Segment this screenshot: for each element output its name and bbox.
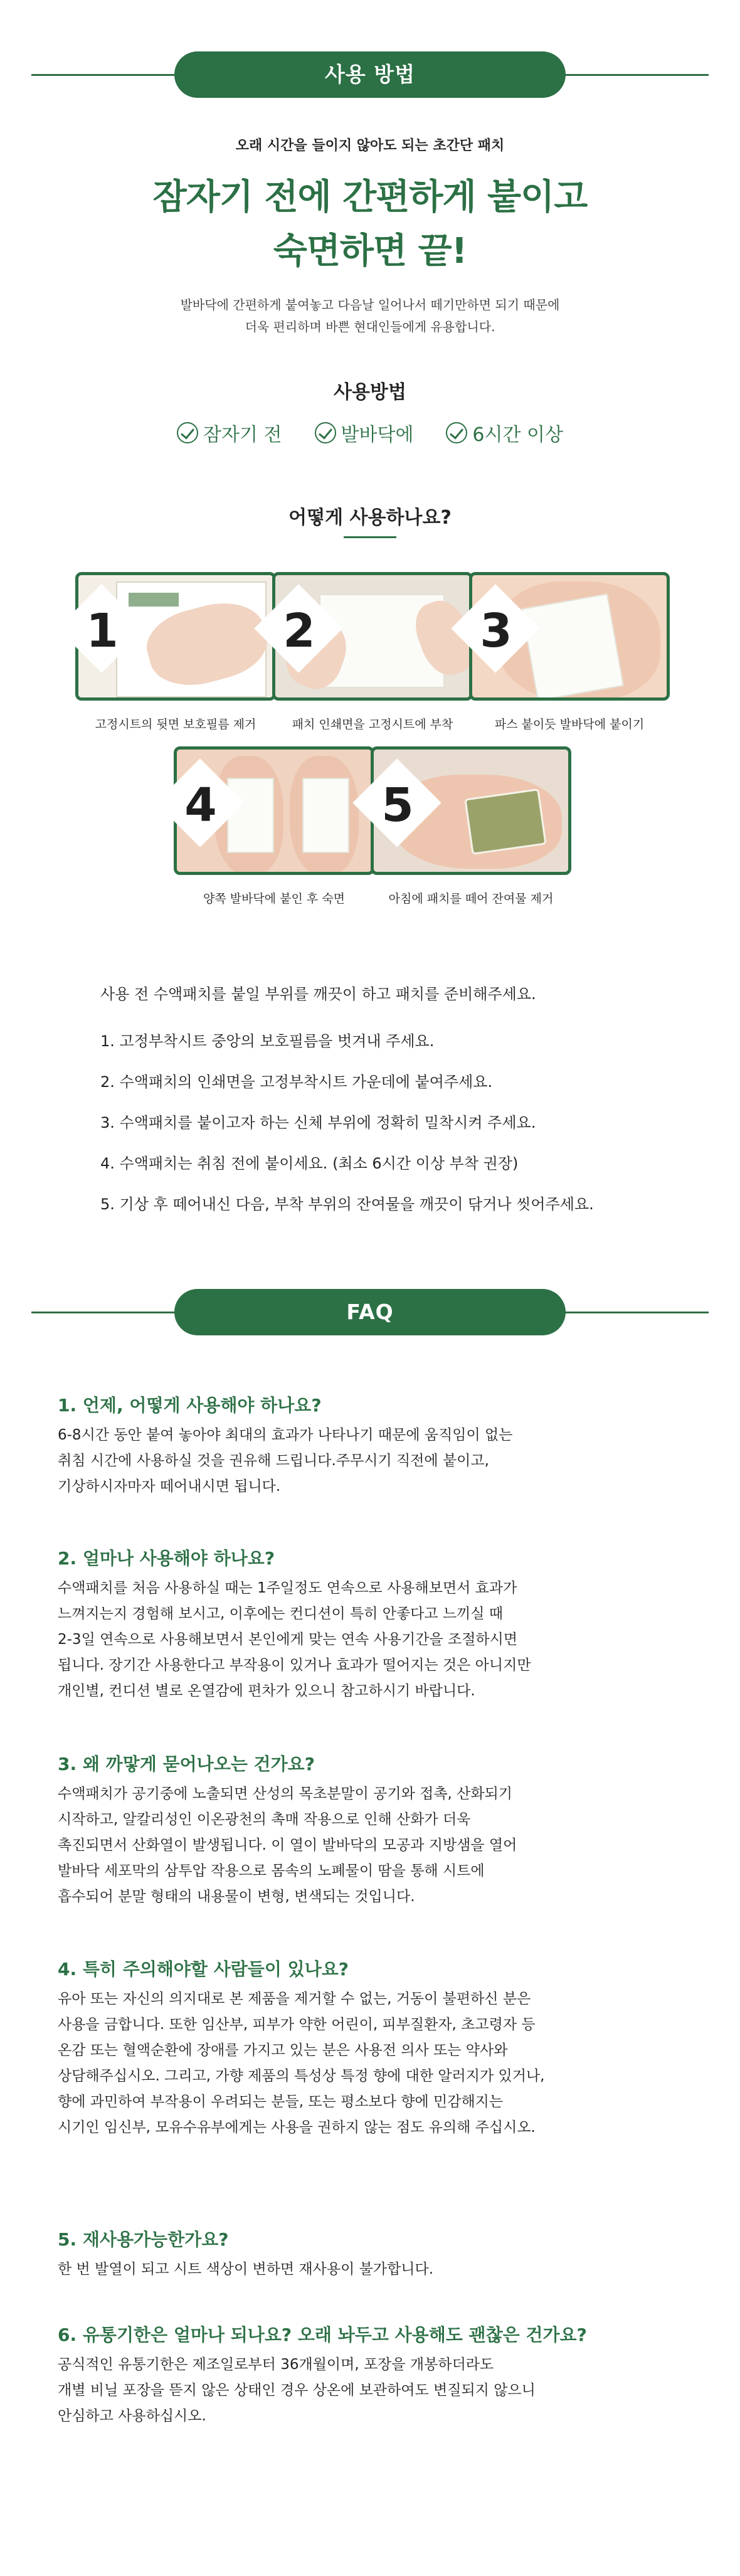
check-circle-icon xyxy=(315,422,336,443)
method-tag xyxy=(315,419,414,447)
step-caption-5: 아침에 패치를 떼어 잔여물 제거 xyxy=(388,892,554,906)
step-number-1: 1 xyxy=(86,604,119,658)
step-number-5: 5 xyxy=(381,778,414,832)
method-tag-label: 6시간 이상 xyxy=(472,424,563,446)
step-caption-1: 고정시트의 뒷면 보호필름 제거 xyxy=(95,718,256,731)
method-tag xyxy=(446,419,563,447)
faq-answer-line: 온감 또는 혈액순환에 장애를 가지고 있는 분은 사용전 의사 또는 약사와 xyxy=(58,2042,508,2059)
instruction-item: 5. 기상 후 떼어내신 다음, 부착 부위의 잔여물을 깨끗이 닦거나 씻어주세요. xyxy=(100,1195,594,1213)
method-tag xyxy=(177,419,282,447)
step-caption-2: 패치 인쇄면을 고정시트에 부착 xyxy=(292,718,453,731)
faq-header-pill: FAQ xyxy=(174,1289,566,1335)
faq-item-4 xyxy=(58,1955,685,2141)
step-caption-4: 양쪽 발바닥에 붙인 후 숙면 xyxy=(203,892,346,906)
faq-item-2 xyxy=(58,1544,685,1704)
intro-desc-line2: 더욱 편리하며 바쁜 현대인들에게 유용합니다. xyxy=(245,319,495,334)
check-circle-icon xyxy=(177,422,198,443)
method-tag-label: 발바닥에 xyxy=(341,424,414,446)
faq-answer-line: 유아 또는 자신의 의지대로 본 제품을 제거할 수 없는, 거동이 불편하신 분은 xyxy=(58,1991,531,2007)
faq-answer-line: 수액패치를 처음 사용하실 때는 1주일정도 연속으로 사용해보면서 효과가 xyxy=(58,1580,517,1596)
step-card-5 xyxy=(371,746,578,909)
intro-headline-line1: 잠자기 전에 간편하게 붙이고 xyxy=(152,177,588,218)
faq-answer-line: 개별 비닐 포장을 뜯지 않은 상태인 경우 상온에 보관하여도 변질되지 않으니 xyxy=(58,2382,536,2398)
faq-question: 1. 언제, 어떻게 사용해야 하나요? xyxy=(58,1395,322,1416)
faq-answer-line: 됩니다. 장기간 사용한다고 부작용이 있거나 효과가 떨어지는 것은 아니지만 xyxy=(58,1657,531,1673)
header-line-left xyxy=(31,74,182,76)
faq-item-5 xyxy=(58,2225,685,2282)
intro-desc-line1: 발바닥에 간편하게 붙여놓고 다음날 일어나서 떼기만하면 되기 때문에 xyxy=(180,297,560,312)
step-card-2 xyxy=(272,572,479,735)
intro-subtitle: 오래 시간을 들이지 않아도 되는 초간단 패치 xyxy=(235,138,505,154)
faq-answer-line: 향에 과민하여 부작용이 우려되는 분들, 또는 평소보다 향에 민감해지는 xyxy=(58,2094,504,2110)
faq-answer-line: 공식적인 유통기한은 제조일로부터 36개월이며, 포장을 개봉하더라도 xyxy=(58,2356,494,2373)
header-line-left xyxy=(31,1312,182,1313)
faq-question: 2. 얼마나 사용해야 하나요? xyxy=(58,1548,275,1569)
faq-question: 4. 특히 주의해야할 사람들이 있나요? xyxy=(58,1959,349,1980)
faq-answer-line: 사용을 금합니다. 또한 임산부, 피부가 약한 어린이, 피부질환자, 초고령자 등 xyxy=(58,2017,536,2033)
faq-answer-line: 기상하시자마자 떼어내시면 됩니다. xyxy=(58,1478,281,1495)
step-card-4 xyxy=(174,746,381,909)
method-tags xyxy=(0,419,740,447)
faq-question: 5. 재사용가능한가요? xyxy=(58,2229,229,2250)
faq-item-3 xyxy=(58,1750,685,1910)
instruction-item: 3. 수액패치를 붙이고자 하는 신체 부위에 정확히 밀착시켜 주세요. xyxy=(100,1114,536,1132)
faq-answer-line: 흡수되어 분말 형태의 내용물이 변형, 변색되는 것입니다. xyxy=(58,1889,415,1905)
step-card-1 xyxy=(75,572,282,735)
faq-answer-line: 6-8시간 동안 붙여 놓아야 최대의 효과가 나타나기 때문에 움직임이 없는 xyxy=(58,1427,513,1443)
usage-section-header xyxy=(0,51,740,98)
step-caption-3: 파스 붙이듯 발바닥에 붙이기 xyxy=(494,718,645,731)
howto-divider xyxy=(344,536,396,538)
step-number-4: 4 xyxy=(184,778,217,832)
faq-answer-line: 시기인 임신부, 모유수유부에게는 사용을 권하지 않는 점도 유의해 주십시오. xyxy=(58,2119,536,2136)
faq-item-6 xyxy=(58,2321,685,2429)
faq-answer-line: 느껴지는지 경험해 보시고, 이후에는 컨디션이 특히 안좋다고 느끼실 때 xyxy=(58,1606,504,1622)
faq-answer-line: 촉진되면서 산화열이 발생됩니다. 이 열이 발바닥의 모공과 지방샘을 열어 xyxy=(58,1837,517,1853)
instructions-intro: 사용 전 수액패치를 붙일 부위를 깨끗이 하고 패치를 준비해주세요. xyxy=(100,985,536,1003)
faq-question: 3. 왜 까맣게 묻어나오는 건가요? xyxy=(58,1754,315,1774)
faq-question: 6. 유통기한은 얼마나 되나요? 오래 놔두고 사용해도 괜찮은 건가요? xyxy=(58,2324,587,2345)
method-tag-label: 잠자기 전 xyxy=(203,424,282,446)
method-title: 사용방법 xyxy=(334,381,406,403)
faq-item-1 xyxy=(58,1391,685,1500)
faq-answer-line: 개인별, 컨디션 별로 온열감에 편차가 있으니 참고하시기 바랍니다. xyxy=(58,1683,475,1699)
instruction-item: 1. 고정부착시트 중앙의 보호필름을 벗겨내 주세요. xyxy=(100,1032,435,1050)
step-number-2: 2 xyxy=(283,604,315,658)
instruction-item: 2. 수액패치의 인쇄면을 고정부착시트 가운데에 붙여주세요. xyxy=(100,1073,493,1091)
usage-header-pill: 사용 방법 xyxy=(174,51,566,98)
faq-answer-line: 취침 시간에 사용하실 것을 권유해 드립니다.주무시기 직전에 붙이고, xyxy=(58,1453,489,1469)
step-number-3: 3 xyxy=(480,604,512,658)
faq-answer-line: 시작하고, 알칼리성인 이온광천의 촉매 작용으로 인해 산화가 더욱 xyxy=(58,1811,471,1828)
faq-answer-line: 수액패치가 공기중에 노출되면 산성의 목초분말이 공기와 접촉, 산화되기 xyxy=(58,1786,513,1802)
faq-answer-line: 한 번 발열이 되고 시트 색상이 변하면 재사용이 불가합니다. xyxy=(58,2261,434,2277)
header-line-right xyxy=(558,1312,709,1313)
step-card-3 xyxy=(469,572,676,735)
intro-headline-line2: 숙면하면 끝! xyxy=(273,231,467,272)
check-circle-icon xyxy=(446,422,467,443)
faq-answer-line: 상담해주십시오. 그리고, 가향 제품의 특성상 특정 향에 대한 알러지가 있거나, xyxy=(58,2068,545,2084)
faq-answer-line: 발바닥 세포막의 삼투압 작용으로 몸속의 노폐물이 땀을 통해 시트에 xyxy=(58,1863,485,1879)
faq-section-header xyxy=(0,1289,740,1335)
faq-answer-line: 안심하고 사용하십시오. xyxy=(58,2408,206,2424)
instructions-list xyxy=(100,1029,702,1232)
instruction-item: 4. 수액패치는 취침 전에 붙이세요. (최소 6시간 이상 부착 권장) xyxy=(100,1155,519,1172)
header-line-right xyxy=(558,74,709,76)
howto-title: 어떻게 사용하나요? xyxy=(288,507,452,529)
faq-answer-line: 2-3일 연속으로 사용해보면서 본인에게 맞는 연속 사용기간을 조절하시면 xyxy=(58,1631,518,1648)
